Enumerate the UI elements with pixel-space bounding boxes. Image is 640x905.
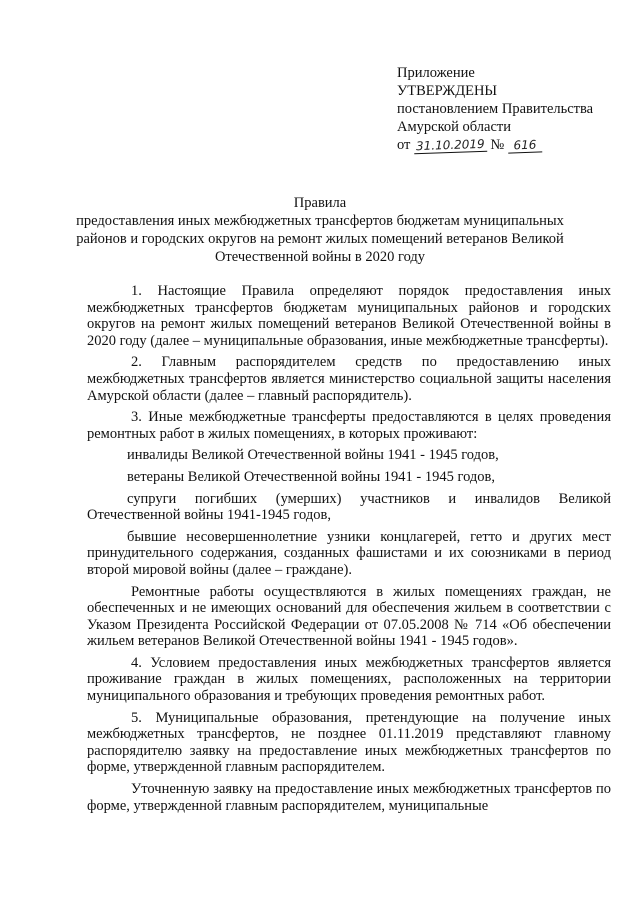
approval-block (397, 64, 627, 154)
paragraph-3: 3. Иные межбюджетные трансферты предоставляются в целях проведения ремонтных работ в жилых помещениях, в которых проживают: (87, 409, 611, 442)
paragraph-4: 4. Условием предоставления иных межбюджетных трансфертов является проживание граждан в жилых помещениях, расположенных на территории муниципального образования и требующих проведения ремонтных работ. (87, 654, 611, 705)
paragraph-repairs: Ремонтные работы осуществляются в жилых помещениях граждан, не обеспеченных и не имеющих оснований для обеспечения жильем в соответствии с Указом Президента Российской Федерации от 07.05.2008 № 714 «Об обеспечении жильем ветеранов Великой Отечественной войны 1941 - 1945 годов». (87, 583, 611, 650)
list-item-veterans: ветераны Великой Отечественной войны 1941 - 1945 годов, (127, 468, 496, 485)
document-body (87, 283, 611, 819)
approval-date-line (397, 136, 627, 154)
approval-line-approved: УТВЕРЖДЕНЫ (397, 83, 498, 99)
paragraph-2: 2. Главным распорядителем средств по предоставлению иных межбюджетных трансфертов является министерство социальной защиты населения Амурской области (далее – главный распорядитель). (87, 354, 611, 404)
handwritten-date: 31.10.2019 (414, 137, 487, 155)
number-prefix: № (490, 137, 505, 153)
document-title: Правила (293, 195, 347, 211)
approval-line-resolution: постановлением Правительства (397, 101, 594, 117)
paragraph-clarified-request: Уточненную заявку на предоставление иных межбюджетных трансфертов по форме, утвержденной главным распорядителем, муниципальные (87, 781, 611, 814)
handwritten-number: 616 (508, 137, 543, 153)
paragraph-5: 5. Муниципальные образования, претендующие на получение иных межбюджетных трансфертов, не позднее 01.11.2019 представляют главному распорядителю заявку на предоставление иных межбюджетных трансфертов по форме, утвержденной главным распорядителем. (87, 709, 611, 776)
paragraph-1: 1. Настоящие Правила определяют порядок предоставления иных межбюджетных трансфертов бюджетам муниципальных районов и городских округов на ремонт жилых помещений ветеранов Великой Отечественной войны в 2020 году (далее – муниципальные образования, иные межбюджетные трансферты). (87, 283, 611, 349)
list-item-spouses: супруги погибших (умерших) участников и инвалидов Великой Отечественной войны 1941-1945 годов, (87, 490, 611, 524)
date-prefix: от (397, 137, 411, 153)
approval-line-region: Амурской области (397, 119, 511, 135)
list-item-prisoners: бывшие несовершеннолетние узники концлагерей, гетто и других мест принудительного содержания, созданных фашистами и их союзниками в период второй мировой войны (далее – граждане). (87, 528, 611, 578)
approval-line-appendix: Приложение (397, 65, 475, 81)
list-item-invalids: инвалиды Великой Отечественной войны 1941 - 1945 годов, (127, 447, 499, 464)
document-subtitle: предоставления иных межбюджетных трансфертов бюджетам муниципальных районов и городских округов на ремонт жилых помещений ветеранов Великой Отечественной войны в 2020 году (76, 213, 564, 265)
